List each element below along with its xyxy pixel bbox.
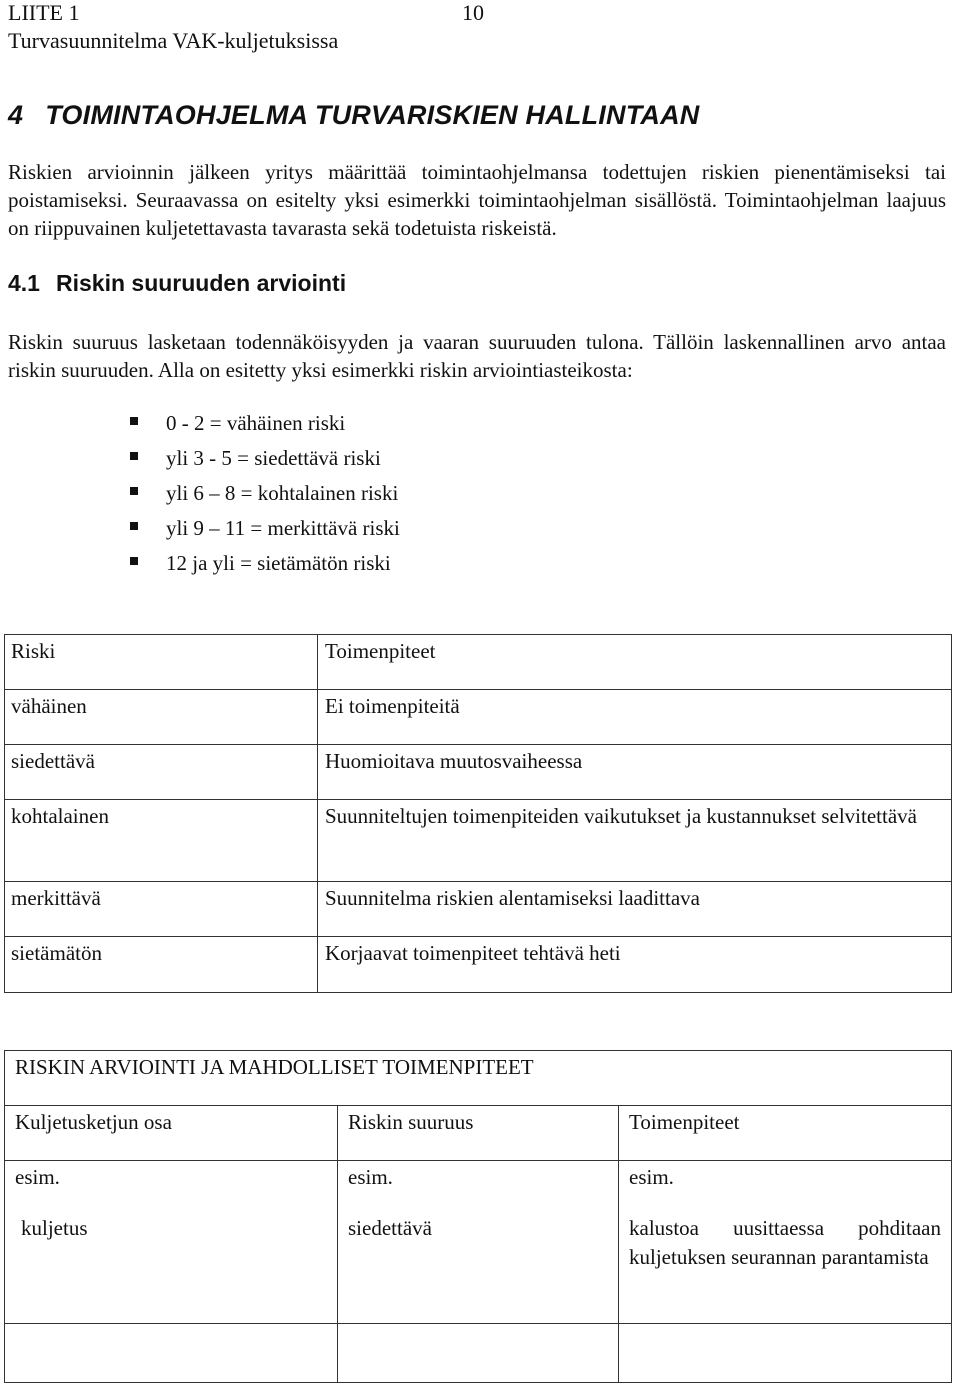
- list-item: [124, 511, 400, 546]
- example-cell-actions: [619, 1161, 952, 1324]
- section-4-number: 4: [8, 100, 24, 130]
- bullet-square-icon: [130, 522, 138, 530]
- example-cell-risk-size: [338, 1161, 619, 1324]
- empty-cell: [338, 1324, 619, 1383]
- list-item: [124, 476, 400, 511]
- section-4-paragraph: Riskien arvioinnin jälkeen yritys määrittää toimintaohjelmansa todettujen riskien pienentämiseksi tai poistamiseksi. Seuraavassa on esitelty yksi esimerkki toimintaohjelman sisällöstä. Toimintaohjelman laajuus on riippuvainen kuljetettavasta tavarasta sekä todetuista riskeistä.: [8, 160, 946, 240]
- header-cell-actions: Toimenpiteet: [619, 1106, 952, 1161]
- appendix-label: LIITE 1: [8, 0, 80, 25]
- table-row: [5, 800, 952, 882]
- example-cell-chain-part: [5, 1161, 338, 1324]
- action-cell: Ei toimenpiteitä: [318, 690, 952, 745]
- empty-cell: [619, 1324, 952, 1383]
- action-cell: Suunnitelma riskien alentamiseksi laadittava: [318, 882, 952, 937]
- scale-item-text: yli 9 – 11 = merkittävä riski: [166, 516, 400, 540]
- list-item: [124, 406, 400, 441]
- risk-assessment-table: [4, 1050, 952, 1383]
- action-cell: Suunniteltujen toimenpiteiden vaikutukset ja kustannukset selvitettävä: [318, 800, 952, 882]
- table-title-row: [5, 1051, 952, 1106]
- risk-cell: kohtalainen: [5, 800, 318, 882]
- scale-item-text: 12 ja yli = sietämätön riski: [166, 551, 391, 575]
- section-4-heading: [8, 100, 700, 131]
- table-row: [5, 1161, 952, 1324]
- page-number: 10: [462, 0, 484, 25]
- header-cell-risk: Riski: [5, 635, 318, 690]
- risk-cell: siedettävä: [5, 745, 318, 800]
- section-4-1-title: Riskin suuruuden arviointi: [55, 270, 347, 296]
- table-header-row: [5, 635, 952, 690]
- example-value: kalustoa uusittaessa pohditaan kuljetuksen seurannan parantamista: [629, 1216, 941, 1269]
- example-label: esim.: [348, 1165, 393, 1189]
- header-cell-chain-part: Kuljetusketjun osa: [5, 1106, 338, 1161]
- table-title: RISKIN ARVIOINTI JA MAHDOLLISET TOIMENPITEET: [5, 1051, 952, 1106]
- bullet-square-icon: [130, 452, 138, 460]
- section-4-1-heading: [8, 270, 346, 297]
- header-cell-actions: Toimenpiteet: [318, 635, 952, 690]
- list-item: [124, 546, 400, 581]
- bullet-square-icon: [130, 557, 138, 565]
- action-cell: Korjaavat toimenpiteet tehtävä heti: [318, 937, 952, 993]
- scale-item-text: yli 3 - 5 = siedettävä riski: [166, 446, 381, 470]
- example-value: siedettävä: [348, 1216, 432, 1240]
- empty-cell: [5, 1324, 338, 1383]
- bullet-square-icon: [130, 417, 138, 425]
- example-label: esim.: [629, 1165, 674, 1189]
- table-row: [5, 745, 952, 800]
- risk-cell: vähäinen: [5, 690, 318, 745]
- example-value: kuljetus: [21, 1216, 88, 1240]
- list-item: [124, 441, 400, 476]
- risk-cell: merkittävä: [5, 882, 318, 937]
- bullet-square-icon: [130, 487, 138, 495]
- risk-cell: sietämätön: [5, 937, 318, 993]
- risk-scale-list: [124, 406, 400, 581]
- document-subtitle: Turvasuunnitelma VAK-kuljetuksissa: [8, 28, 339, 53]
- table-row: [5, 1324, 952, 1383]
- table-row: [5, 690, 952, 745]
- scale-item-text: yli 6 – 8 = kohtalainen riski: [166, 481, 399, 505]
- example-label: esim.: [15, 1165, 60, 1189]
- table-row: [5, 937, 952, 993]
- section-4-1-number: 4.1: [8, 270, 40, 296]
- risk-actions-table: [4, 634, 952, 993]
- section-4-title: TOIMINTAOHJELMA TURVARISKIEN HALLINTAAN: [45, 100, 700, 130]
- section-4-1-paragraph: Riskin suuruus lasketaan todennäköisyyden ja vaaran suuruuden tulona. Tällöin laskennallinen arvo antaa riskin suuruuden. Alla on esitetty yksi esimerkki riskin arviointiasteikosta:: [8, 330, 946, 382]
- action-cell: Huomioitava muutosvaiheessa: [318, 745, 952, 800]
- header-cell-risk-size: Riskin suuruus: [338, 1106, 619, 1161]
- table-row: [5, 882, 952, 937]
- table-header-row: [5, 1106, 952, 1161]
- scale-item-text: 0 - 2 = vähäinen riski: [166, 411, 346, 435]
